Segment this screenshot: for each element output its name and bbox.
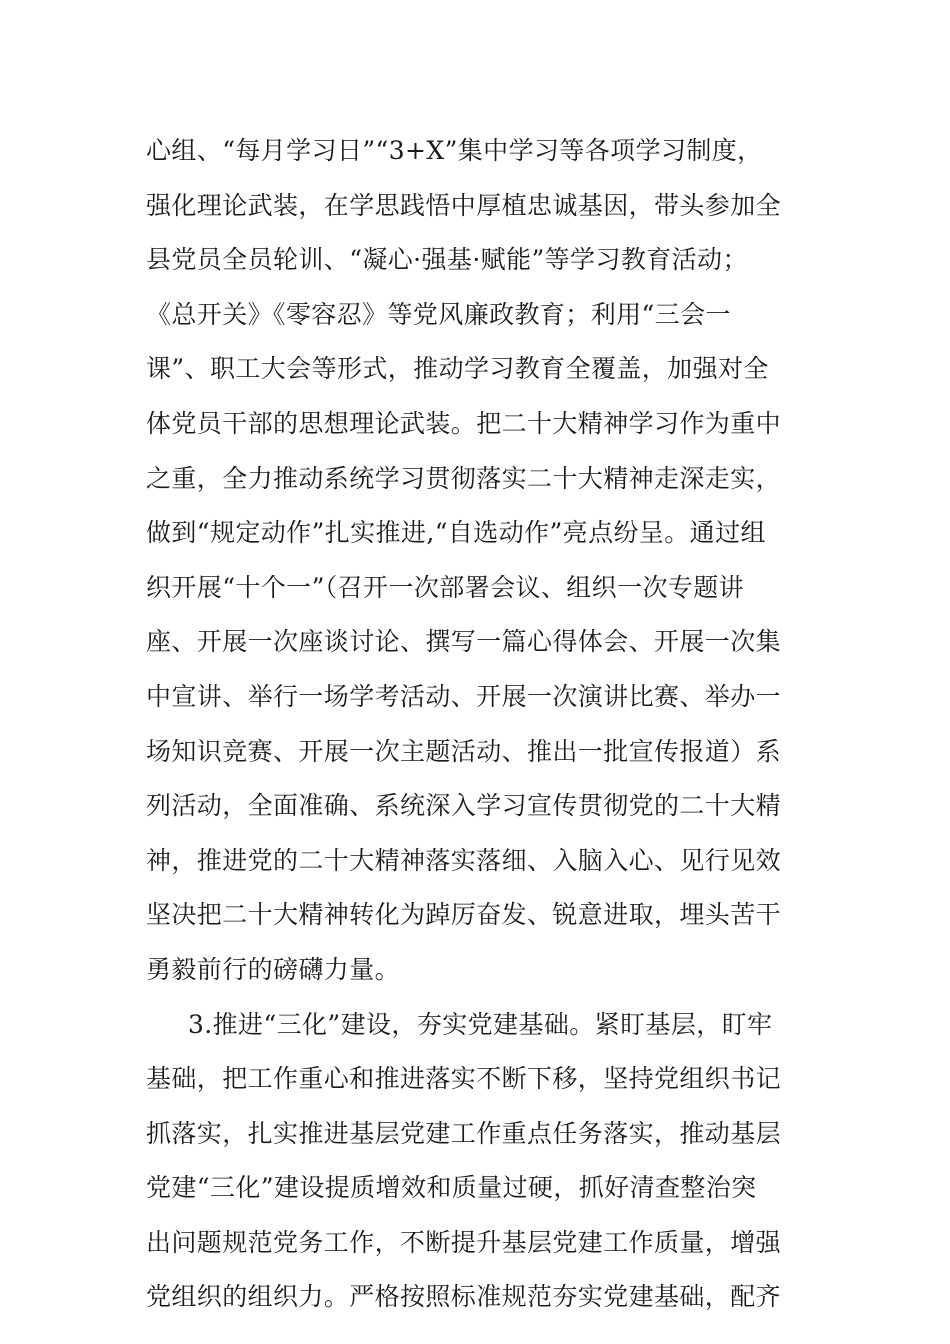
section-heading-line: 3.推进“三化”建设，夯实党建基础。紧盯基层，盯牢: [188, 1009, 773, 1039]
text-line: 体党员干部的思想理论武装。把二十大精神学习作为重中: [146, 408, 782, 438]
text-line: 心组、“每月学习日”“3+X”集中学习等各项学习制度，: [146, 136, 763, 165]
text-line: 抓落实，扎实推进基层党建工作重点任务落实，推动基层: [146, 1118, 782, 1148]
text-line: 强化理论武装，在学思践悟中厚植忠诚基因，带头参加全: [146, 190, 782, 220]
text-line: 勇毅前行的磅礴力量。: [146, 954, 401, 984]
text-line: 做到“规定动作”扎实推进,“自选动作”亮点纷呈。通过组: [146, 518, 766, 548]
text-line: 基础，把工作重心和推进落实不断下移，坚持党组织书记: [146, 1064, 782, 1094]
text-line: 座、开展一次座谈讨论、撰写一篇心得体会、开展一次集: [146, 627, 782, 657]
body-text: [146, 124, 810, 1325]
text-line: 神，推进党的二十大精神落实落细、入脑入心、见行见效: [146, 845, 782, 875]
text-line: 之重，全力推动系统学习贯彻落实二十大精神走深走实，: [146, 463, 782, 493]
text-line: 出问题规范党务工作，不断提升基层党建工作质量，增强: [146, 1227, 782, 1257]
text-line: 党建“三化”建设提质增效和质量过硬，抓好清查整治突: [146, 1173, 757, 1203]
text-line: 织开展“十个一”（召开一次部署会议、组织一次专题讲: [146, 572, 745, 602]
text-line: 课”、职工大会等形式，推动学习教育全覆盖，加强对全: [146, 354, 769, 384]
text-line: 列活动，全面准确、系统深入学习宣传贯彻党的二十大精: [146, 791, 782, 821]
text-line: 中宣讲、举行一场学考活动、开展一次演讲比赛、举办一: [146, 681, 782, 711]
text-line: 坚决把二十大精神转化为踔厉奋发、锐意进取，埋头苦干: [146, 900, 782, 930]
text-line: 《总开关》《零容忍》等党风廉政教育；利用“三会一: [146, 299, 731, 329]
text-line: 县党员全员轮训、“凝心·强基·赋能”等学习教育活动；: [146, 245, 748, 275]
text-line: 党组织的组织力。严格按照标准规范夯实党建基础，配齐: [146, 1282, 782, 1312]
text-line: 场知识竞赛、开展一次主题活动、推出一批宣传报道）系: [146, 736, 782, 766]
